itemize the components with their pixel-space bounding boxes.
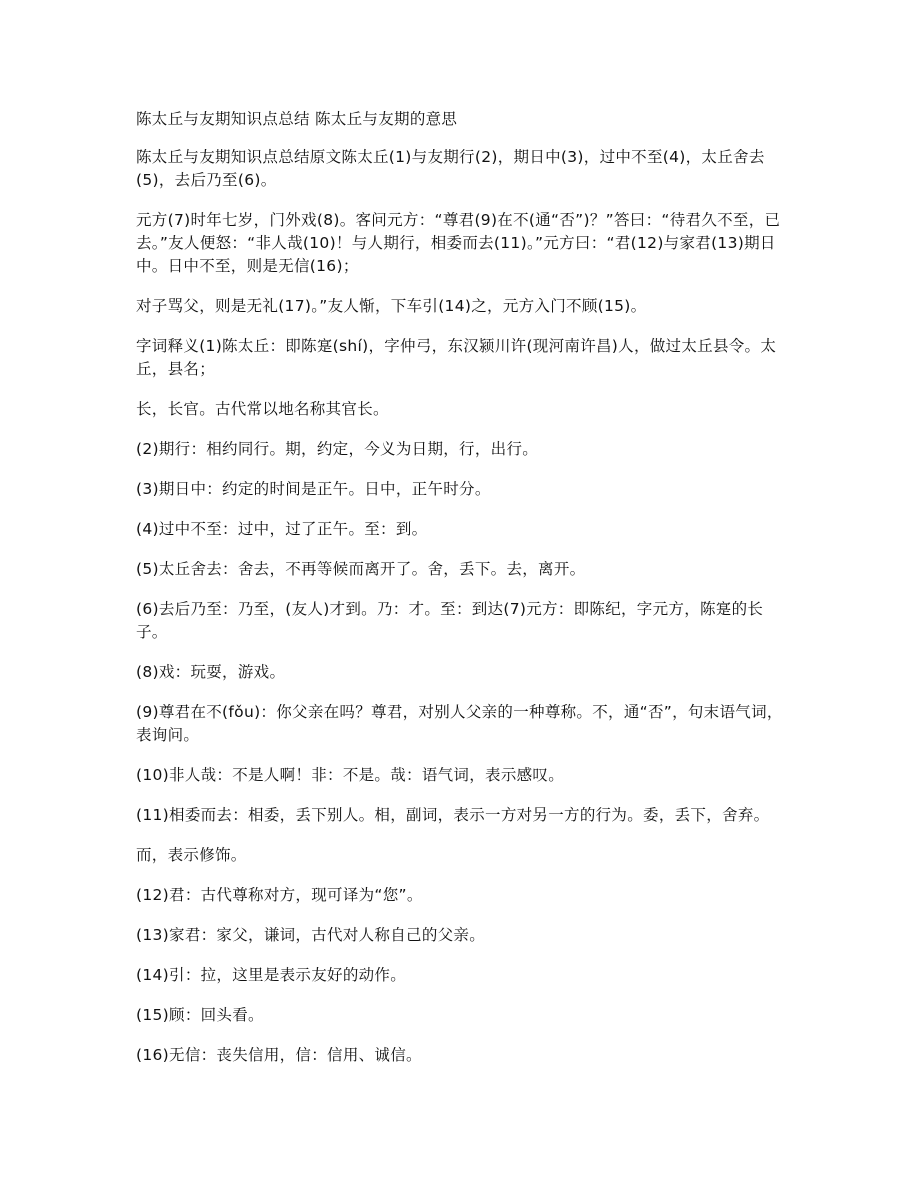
paragraph-glossary-11: (11)相委而去：相委，丢下别人。相，副词，表示一方对另一方的行为。委，丢下，舍弃。	[136, 806, 770, 824]
paragraph-glossary-5: (5)太丘舍去：舍去，不再等候而离开了。舍，丢下。去，离开。	[136, 560, 586, 578]
paragraph-glossary-13: (13)家君：家父，谦词，古代对人称自己的父亲。	[136, 926, 486, 944]
paragraph-glossary-10: (10)非人哉：不是人啊！非：不是。哉：语气词，表示感叹。	[136, 766, 565, 784]
paragraph-glossary-14: (14)引：拉，这里是表示友好的动作。	[136, 966, 407, 984]
paragraph-original-text-2: 元方(7)时年七岁，门外戏(8)。客问元方：“尊君(9)在不(通“否”)？”答曰：“待君久不至，已去。”友人便怒：“非人哉(10)！与人期行，相委而去(11)。”元方曰：“君(12)与家君(13)期日中。日中不至，则是无信(16)；	[136, 211, 781, 275]
paragraph-glossary-3: (3)期日中：约定的时间是正午。日中，正午时分。	[136, 480, 491, 498]
document-page	[136, 108, 788, 1084]
paragraph-glossary-9: (9)尊君在不(fǒu)：你父亲在吗？尊君，对别人父亲的一种尊称。不，通“否”，句末语气词，表询问。	[136, 703, 783, 744]
paragraph-glossary-16: (16)无信：丧失信用，信：信用、诚信。	[136, 1046, 422, 1064]
paragraph-original-text-3: 对子骂父，则是无礼(17)。”友人惭，下车引(14)之，元方入门不顾(15)。	[136, 297, 647, 315]
paragraph-glossary-1-cont: 长，长官。古代常以地名称其官长。	[136, 400, 389, 418]
paragraph-glossary-6: (6)去后乃至：乃至，(友人)才到。乃：才。至：到达(7)元方：即陈纪，字元方，陈寔的长子。	[136, 600, 764, 641]
paragraph-glossary-8: (8)戏：玩耍，游戏。	[136, 663, 286, 681]
paragraph-glossary-2: (2)期行：相约同行。期，约定，今义为日期，行，出行。	[136, 440, 539, 458]
paragraph-glossary-1: 字词释义(1)陈太丘：即陈寔(shí)，字仲弓，东汉颍川许(现河南许昌)人，做过太丘县令。太丘，县名；	[136, 337, 777, 378]
paragraph-glossary-4: (4)过中不至：过中，过了正午。至：到。	[136, 520, 428, 538]
paragraph-original-text-1: 陈太丘与友期知识点总结原文陈太丘(1)与友期行(2)，期日中(3)，过中不至(4)，太丘舍去(5)，去后乃至(6)。	[136, 148, 765, 189]
document-title: 陈太丘与友期知识点总结 陈太丘与友期的意思	[136, 110, 458, 128]
paragraph-glossary-11-cont: 而，表示修饰。	[136, 846, 247, 864]
paragraph-glossary-12: (12)君：古代尊称对方，现可译为“您”。	[136, 886, 423, 904]
paragraph-glossary-15: (15)顾：回头看。	[136, 1006, 264, 1024]
